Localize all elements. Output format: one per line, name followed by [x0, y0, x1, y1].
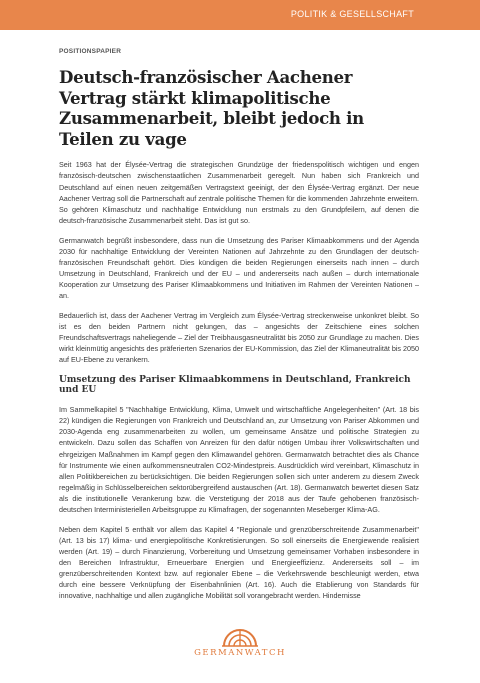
document-title: Deutsch-französischer Aachener Vertrag stärkt klimapolitische Zusammenarbeit, bleibt jedoch in Teilen zu vage [59, 67, 364, 149]
category-header-bar [0, 0, 480, 30]
document-body [59, 48, 419, 610]
germanwatch-logo [0, 625, 480, 658]
intro-paragraph-2: Germanwatch begrüßt insbesondere, dass nun die Umsetzung des Pariser Klimaabkommens und der Agenda 2030 für nachhaltige Entwicklung der Vereinten Nationen auf Jahrzehnte zu den Grundlagen der deutsch-französischen Freundschaft gehört. Dies kündigen die beiden Regierungen einerseits nach innen – durch Umsetzung in Deutschland, Frankreich und der EU – und andererseits nach außen – durch internationale Kooperation zur Umsetzung des Pariser Klimaabkommens und Initiativen im Rahmen der Vereinten Nationen – an. [59, 235, 419, 300]
intro-paragraph-3: Bedauerlich ist, dass der Aachener Vertrag im Vergleich zum Élysée-Vertrag streckenweise unkonkret bleibt. So ist es den beiden Partnern nicht gelungen, das – angesichts der Zeitschiene eines solchen Freundschaftsvertrags naheliegende – Ziel der Treibhausgasneutralität bis 2050 zur Grundlage zu machen. Dies wirkt kleinmütig angesichts des präferierten Szenarios der EU-Kommission, das Ziel der Klimaneutralität bis 2050 auf EU-Ebene zu verankern. [59, 310, 419, 365]
section-paragraph-1: Im Sammelkapitel 5 "Nachhaltige Entwicklung, Klima, Umwelt und wirtschaftliche Angelegenheiten" (Art. 18 bis 22) kündigen die Regierungen von Frankreich und Deutschland an, zur Umsetzung von Pariser Abkommen und 2030-Agenda eng zusammenarbeiten zu wollen, um gemeinsame Ansätze und politische Strategien zu entwickeln. Dazu sollen das Schaffen von Anreizen für den dafür nötigen Umbau ihrer Volkswirtschaften und ehrgeizigen Maßnahmen im Kampf gegen den Klimawandel gehören. Germanwatch betrachtet dies als Chance für Instrumente wie einen aufkommensneutralen CO2-Mindestpreis. Ausdrücklich wird vereinbart, Klimaschutz in allen Politikbereichen zu berücksichtigen. Die beiden Regierungen sollen sich unter anderem zu diesem Zweck regelmäßig in Schlüsselbereichen sektorübergreifend austauschen (Art. 18). Germanwatch bewertet diesen Satz als die institutionelle Verankerung bzw. die Verstetigung der 2018 aus der Taufe gehobenen französisch-deutschen Interministeriellen Arbeitsgruppe zu Klimafragen, der sogenannten Meseberger Klima-AG. [59, 405, 419, 514]
document-type-label: POSITIONSPAPIER [59, 48, 122, 55]
section-paragraph-2: Neben dem Kapitel 5 enthält vor allem das Kapitel 4 "Regionale und grenzüberschreitende Zusammenarbeit" (Art. 13 bis 17) klima- und energiepolitische Konkretisierungen. So soll einerseits die Energiewende realisiert werden (Art. 19) – durch Finanzierung, Vorbereitung und Umsetzung gemeinsamer Vorhaben insbesondere in den Bereichen Infrastruktur, Erneuerbare Energien und Energieeffizienz. Andererseits soll – im grenzüberschreitenden Kontext bzw. auf regionaler Ebene – die Verkehrswende beschleunigt werden, etwa durch eine bessere Verknüpfung der Eisenbahnlinien (Art. 16). Auch die Etablierung von Standards für innovative, nachhaltige und allen zugängliche Mobilität soll vorangebracht werden. Hindernisse [59, 524, 419, 601]
category-label: POLITIK & GESELLSCHAFT [290, 9, 414, 19]
intro-paragraph-1: Seit 1963 hat der Élysée-Vertrag die strategischen Grundzüge der friedenspolitisch wichtigen und engen französisch-deutschen zwischenstaatlichen Zusammenarbeit geregelt. Nun haben sich Frankreich und Deutschland auf einen neuen zeitgemäßen Vertragstext geeinigt, der den Élysée-Vertrag ergänzt. Der neue Aachener Vertrag soll die Partnerschaft auf zentrale politische Themen für die kommenden Jahrzehnte erweitern. So gehören Klimaschutz und nachhaltige Entwicklung nun erstmals zu den Grundpfeilern, auf denen die deutsch-französische Zusammenarbeit steht. Das ist gut so. [59, 160, 419, 225]
logo-text: GERMANWATCH [194, 648, 286, 658]
section-heading: Umsetzung des Pariser Klimaabkommens in Deutschland, Frankreich und EU [59, 375, 411, 396]
globe-logo-icon [220, 625, 260, 647]
